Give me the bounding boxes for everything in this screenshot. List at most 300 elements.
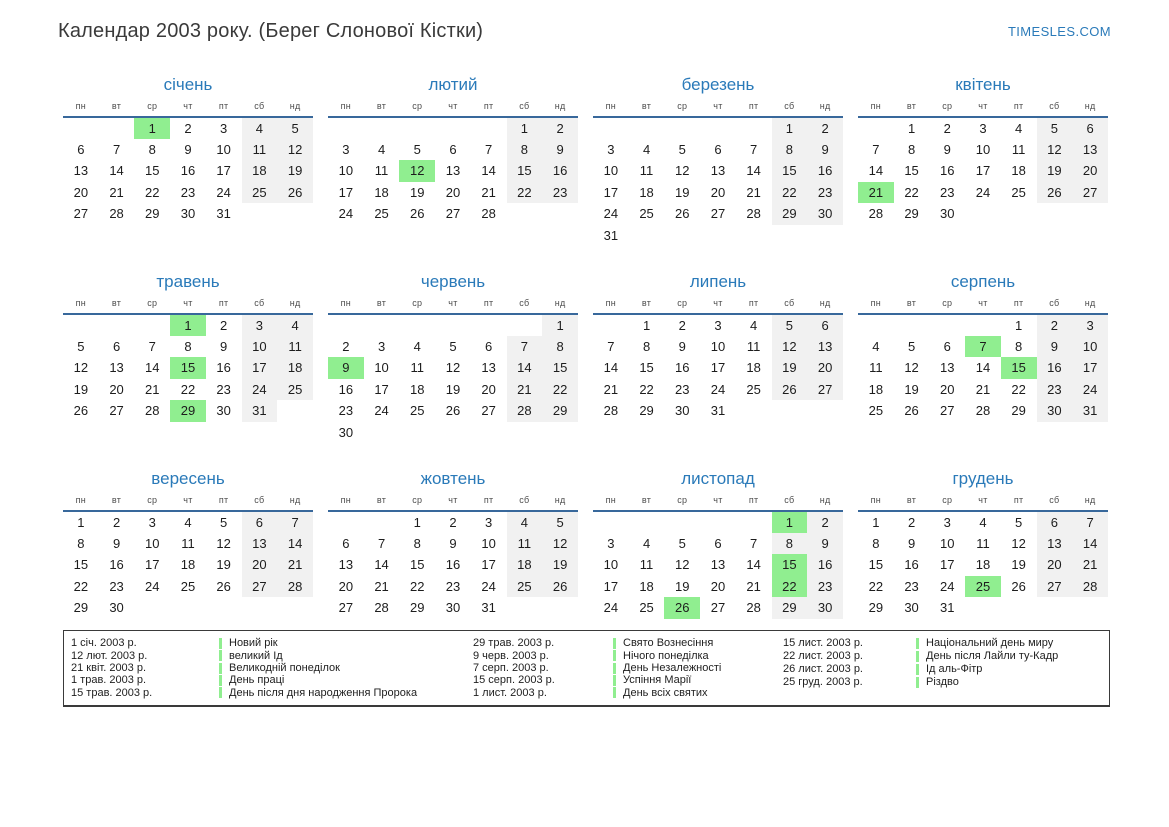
day-cell: 24 — [338, 206, 354, 222]
legend-date: 1 січ. 2003 р. — [71, 637, 137, 650]
day-cell: 10 — [710, 338, 726, 354]
day-cell: 1 — [507, 117, 543, 139]
day-cell: 16 — [445, 557, 461, 573]
weekday-label: пн — [63, 296, 99, 314]
day-cell: 28 — [277, 576, 313, 598]
weekday-label: пт — [1001, 493, 1037, 511]
weekday-label: нд — [1072, 99, 1108, 117]
month-table — [328, 493, 578, 619]
holiday-day-cell: 15 — [170, 357, 206, 379]
day-cell: 12 — [277, 139, 313, 161]
weekday-label: пн — [328, 99, 364, 117]
day-cell: 16 — [940, 163, 955, 179]
empty-cell — [664, 511, 700, 533]
day-cell: 3 — [607, 141, 615, 157]
day-cell: 16 — [180, 163, 196, 179]
legend-entry — [71, 687, 473, 699]
empty-cell — [364, 422, 400, 444]
week-row — [593, 511, 843, 533]
day-cell: 4 — [184, 514, 192, 530]
weekday-label: пн — [63, 493, 99, 511]
weekday-header-row — [328, 99, 578, 117]
day-cell: 2 — [342, 338, 350, 354]
day-cell: 28 — [868, 206, 884, 222]
holiday-legend — [63, 630, 1110, 707]
day-cell: 10 — [975, 141, 991, 157]
day-cell: 8 — [772, 139, 808, 161]
day-cell: 27 — [710, 206, 726, 222]
day-cell: 23 — [445, 578, 461, 594]
weekday-label: нд — [807, 99, 843, 117]
day-cell: 9 — [449, 535, 457, 551]
weekday-label: сб — [507, 493, 543, 511]
weekday-label: пн — [63, 99, 99, 117]
week-row — [63, 182, 313, 204]
day-cell: 8 — [1015, 338, 1023, 354]
week-row — [858, 379, 1108, 401]
weekday-label: чт — [170, 493, 206, 511]
legend-entry — [783, 663, 1105, 676]
weekday-label: пн — [328, 296, 364, 314]
holiday-day-cell: 22 — [772, 576, 808, 598]
day-cell: 6 — [485, 338, 493, 354]
holiday-day-cell: 29 — [170, 400, 206, 422]
day-cell: 10 — [1072, 336, 1108, 358]
legend-holiday-name: Різдво — [926, 676, 959, 689]
weekday-header-row — [63, 493, 313, 511]
day-cell: 19 — [1011, 557, 1026, 573]
day-cell: 18 — [975, 557, 991, 573]
weekday-label: вт — [629, 296, 665, 314]
day-cell: 23 — [675, 381, 690, 397]
weekday-label: пн — [328, 493, 364, 511]
day-cell: 16 — [542, 160, 578, 182]
day-cell: 9 — [112, 535, 121, 551]
day-cell: 23 — [338, 403, 354, 419]
day-cell: 3 — [714, 317, 722, 333]
day-cell: 26 — [1011, 578, 1026, 594]
day-cell: 27 — [940, 403, 955, 419]
day-cell: 5 — [1015, 514, 1023, 530]
empty-cell — [328, 511, 364, 533]
empty-cell — [700, 225, 736, 247]
day-cell: 15 — [868, 557, 884, 573]
day-cell: 10 — [338, 163, 354, 179]
day-cell: 24 — [603, 600, 619, 616]
weekday-label: пн — [858, 296, 894, 314]
day-cell: 19 — [410, 184, 425, 200]
month-body — [593, 511, 843, 619]
day-cell: 26 — [216, 578, 231, 594]
week-row — [593, 336, 843, 358]
day-cell: 25 — [507, 576, 543, 598]
weekday-label: нд — [1072, 493, 1108, 511]
day-cell: 18 — [639, 578, 654, 594]
day-cell: 11 — [639, 557, 654, 573]
day-cell: 14 — [481, 163, 496, 179]
day-cell: 5 — [449, 338, 457, 354]
month-body — [63, 314, 313, 422]
day-cell: 15 — [904, 163, 919, 179]
day-cell: 18 — [374, 184, 389, 200]
day-cell: 24 — [481, 578, 496, 594]
day-cell: 31 — [242, 400, 278, 422]
weekday-label: нд — [277, 296, 313, 314]
legend-holiday-name: Успіння Марії — [623, 674, 692, 687]
week-row — [328, 597, 578, 619]
day-cell: 16 — [807, 160, 843, 182]
empty-cell — [507, 422, 543, 444]
day-cell: 26 — [277, 182, 313, 204]
week-row — [593, 182, 843, 204]
empty-cell — [1072, 203, 1108, 225]
day-cell: 11 — [976, 535, 990, 551]
day-cell: 25 — [639, 206, 654, 222]
day-cell: 18 — [746, 360, 761, 376]
day-cell: 17 — [603, 184, 619, 200]
week-row — [328, 314, 578, 336]
day-cell: 21 — [481, 184, 496, 200]
day-cell: 21 — [277, 554, 313, 576]
empty-cell — [965, 203, 1001, 225]
month-title: вересень — [151, 469, 225, 488]
day-cell: 9 — [220, 338, 228, 354]
week-row — [328, 139, 578, 161]
legend-holiday-name: День праці — [229, 674, 285, 687]
empty-cell — [63, 117, 99, 139]
legend-date: 15 лист. 2003 р. — [783, 637, 863, 650]
day-cell: 12 — [1011, 535, 1026, 551]
day-cell: 24 — [975, 184, 991, 200]
day-cell: 30 — [807, 203, 843, 225]
day-cell: 24 — [145, 578, 160, 594]
day-cell: 26 — [542, 576, 578, 598]
day-cell: 8 — [872, 535, 880, 551]
weekday-label: ср — [399, 99, 435, 117]
day-cell: 12 — [675, 163, 690, 179]
month-title: лютий — [428, 75, 478, 94]
day-cell: 6 — [714, 535, 722, 551]
weekday-label: вт — [894, 493, 930, 511]
day-cell: 13 — [807, 336, 843, 358]
day-cell: 19 — [675, 184, 690, 200]
empty-cell — [364, 511, 400, 533]
weekday-header-row — [63, 296, 313, 314]
legend-column-1 — [71, 637, 473, 699]
day-cell: 23 — [807, 182, 843, 204]
day-cell: 8 — [148, 141, 156, 157]
weekday-label: ср — [929, 99, 965, 117]
weekday-label: сб — [1037, 493, 1073, 511]
day-cell: 14 — [603, 360, 619, 376]
day-cell: 14 — [277, 533, 313, 555]
day-cell: 17 — [216, 163, 231, 179]
weekday-header-row — [63, 296, 313, 314]
empty-cell — [63, 314, 99, 336]
legend-entry — [71, 649, 473, 661]
day-cell: 9 — [1037, 336, 1073, 358]
weekday-label: вт — [629, 99, 665, 117]
day-cell: 17 — [1072, 357, 1108, 379]
day-cell: 28 — [746, 600, 761, 616]
month-body — [63, 511, 313, 619]
day-cell: 21 — [975, 381, 991, 397]
day-cell: 18 — [507, 554, 543, 576]
day-cell: 3 — [979, 120, 987, 136]
weekday-header-row — [63, 99, 313, 117]
holiday-marker-icon — [916, 651, 919, 662]
weekday-label: чт — [170, 99, 206, 117]
day-cell: 28 — [603, 403, 619, 419]
weekday-header-row — [328, 296, 578, 314]
holiday-marker-icon — [916, 638, 919, 649]
weekday-label: чт — [700, 99, 736, 117]
legend-entry — [473, 687, 783, 699]
day-cell: 5 — [77, 338, 85, 354]
day-cell: 27 — [242, 576, 278, 598]
day-cell: 2 — [1037, 314, 1073, 336]
day-cell: 26 — [445, 403, 461, 419]
day-cell: 8 — [642, 338, 651, 354]
day-cell: 18 — [868, 381, 884, 397]
weekday-label: пт — [471, 99, 507, 117]
legend-holiday-name: День після Лайли ту-Кадр — [926, 650, 1059, 663]
day-cell: 15 — [145, 163, 160, 179]
day-cell: 31 — [216, 206, 231, 222]
day-cell: 7 — [750, 141, 758, 157]
day-cell: 26 — [410, 206, 425, 222]
day-cell: 24 — [1072, 379, 1108, 401]
day-cell: 31 — [603, 227, 619, 243]
empty-cell — [894, 314, 930, 336]
legend-holiday-name: Нічого понеділка — [623, 649, 709, 662]
day-cell: 21 — [145, 381, 160, 397]
month-table — [63, 99, 313, 225]
day-cell: 27 — [1037, 576, 1073, 598]
day-cell: 4 — [642, 141, 651, 157]
week-row — [63, 117, 313, 139]
week-row — [328, 511, 578, 533]
empty-cell — [134, 597, 170, 619]
empty-cell — [364, 314, 400, 336]
month-6 — [328, 271, 578, 454]
day-cell: 14 — [507, 357, 543, 379]
day-cell: 31 — [710, 403, 726, 419]
day-cell: 24 — [603, 206, 619, 222]
day-cell: 28 — [481, 206, 496, 222]
weekday-label: пн — [858, 99, 894, 117]
weekday-label: пт — [206, 296, 242, 314]
day-cell: 7 — [148, 338, 156, 354]
legend-date: 22 лист. 2003 р. — [783, 650, 863, 663]
day-cell: 10 — [216, 141, 231, 157]
day-cell: 16 — [904, 557, 919, 573]
empty-cell — [807, 400, 843, 422]
empty-cell — [399, 422, 435, 444]
day-cell: 12 — [73, 360, 89, 376]
day-cell: 2 — [449, 514, 457, 530]
day-cell: 8 — [77, 535, 85, 551]
day-cell: 19 — [1037, 160, 1073, 182]
empty-cell — [399, 117, 435, 139]
weekday-label: пн — [593, 493, 629, 511]
day-cell: 19 — [904, 381, 919, 397]
legend-holiday-name: Великодній понеділок — [229, 662, 340, 675]
week-row — [328, 576, 578, 598]
week-row — [593, 400, 843, 422]
week-row — [858, 314, 1108, 336]
holiday-day-cell: 1 — [170, 314, 206, 336]
day-cell: 28 — [507, 400, 543, 422]
empty-cell — [507, 203, 543, 225]
site-link[interactable]: TIMESLES.COM — [1007, 24, 1111, 39]
legend-holiday-name: Новий рік — [229, 637, 278, 650]
weekday-label: сб — [507, 296, 543, 314]
legend-holiday-name: День всіх святих — [623, 686, 708, 699]
day-cell: 10 — [603, 163, 619, 179]
weekday-label: пт — [736, 493, 772, 511]
day-cell: 23 — [807, 576, 843, 598]
month-table — [63, 493, 313, 619]
day-cell: 18 — [242, 160, 278, 182]
legend-date: 26 лист. 2003 р. — [783, 663, 863, 676]
day-cell: 30 — [180, 206, 196, 222]
legend-holiday-name: День Незалежності — [623, 662, 722, 675]
day-cell: 7 — [750, 535, 758, 551]
day-cell: 20 — [338, 578, 354, 594]
day-cell: 11 — [242, 139, 278, 161]
day-cell: 29 — [772, 203, 808, 225]
day-cell: 9 — [678, 338, 686, 354]
empty-cell — [206, 597, 242, 619]
day-cell: 4 — [750, 317, 758, 333]
day-cell: 5 — [678, 141, 686, 157]
holiday-marker-icon — [219, 663, 222, 674]
weekday-header-row — [858, 296, 1108, 314]
week-row — [328, 203, 578, 225]
empty-cell — [1001, 597, 1037, 619]
day-cell: 3 — [607, 535, 615, 551]
day-cell: 27 — [481, 403, 496, 419]
day-cell: 31 — [940, 600, 955, 616]
day-cell: 10 — [940, 535, 955, 551]
weekday-header-row — [593, 296, 843, 314]
weekday-label: ср — [134, 493, 170, 511]
day-cell: 6 — [77, 141, 85, 157]
legend-date: 9 черв. 2003 р. — [473, 649, 549, 662]
empty-cell — [471, 314, 507, 336]
day-cell: 20 — [242, 554, 278, 576]
weekday-label: вт — [99, 296, 135, 314]
month-title: січень — [163, 75, 213, 94]
day-cell: 17 — [338, 184, 354, 200]
holiday-day-cell: 12 — [399, 160, 435, 182]
day-cell: 4 — [413, 338, 421, 354]
weekday-label: пт — [206, 99, 242, 117]
day-cell: 28 — [374, 600, 389, 616]
day-cell: 12 — [216, 535, 231, 551]
day-cell: 2 — [678, 317, 686, 333]
weekday-label: нд — [542, 296, 578, 314]
day-cell: 4 — [642, 535, 651, 551]
day-cell: 15 — [542, 357, 578, 379]
week-row — [593, 379, 843, 401]
month-title: серпень — [950, 272, 1016, 291]
day-cell: 18 — [277, 357, 313, 379]
week-row — [593, 225, 843, 247]
day-cell: 2 — [112, 514, 121, 530]
month-title: листопад — [681, 469, 755, 488]
day-cell: 3 — [377, 338, 386, 354]
month-7 — [593, 271, 843, 454]
month-title: липень — [689, 272, 747, 291]
week-row — [858, 357, 1108, 379]
day-cell: 20 — [710, 578, 726, 594]
week-row — [328, 422, 578, 444]
day-cell: 13 — [481, 360, 496, 376]
day-cell: 22 — [772, 182, 808, 204]
legend-date: 25 груд. 2003 р. — [783, 676, 863, 689]
day-cell: 26 — [1037, 182, 1073, 204]
week-row — [63, 379, 313, 401]
month-table — [593, 99, 843, 246]
day-cell: 14 — [374, 557, 389, 573]
legend-date: 15 трав. 2003 р. — [71, 686, 153, 699]
weekday-label: чт — [435, 493, 471, 511]
legend-holiday-name: Свято Вознесіння — [623, 637, 714, 650]
day-cell: 28 — [1072, 576, 1108, 598]
day-cell: 15 — [73, 557, 89, 573]
legend-holiday-name: великий Ід — [229, 649, 283, 662]
day-cell: 1 — [772, 117, 808, 139]
day-cell: 12 — [904, 360, 919, 376]
holiday-day-cell: 7 — [965, 336, 1001, 358]
day-cell: 27 — [445, 206, 461, 222]
empty-cell — [242, 203, 278, 225]
weekday-label: нд — [807, 493, 843, 511]
day-cell: 9 — [542, 139, 578, 161]
day-cell: 20 — [807, 357, 843, 379]
empty-cell — [664, 117, 700, 139]
holiday-day-cell: 21 — [858, 182, 894, 204]
week-row — [328, 182, 578, 204]
day-cell: 17 — [940, 557, 955, 573]
weekday-label: нд — [277, 493, 313, 511]
weekday-label: вт — [99, 493, 135, 511]
day-cell: 7 — [112, 141, 121, 157]
empty-cell — [99, 117, 135, 139]
month-1 — [63, 74, 313, 257]
day-cell: 10 — [374, 360, 389, 376]
week-row — [593, 160, 843, 182]
weekday-label: сб — [1037, 99, 1073, 117]
week-row — [593, 139, 843, 161]
day-cell: 3 — [242, 314, 278, 336]
legend-column-2 — [473, 637, 783, 699]
weekday-label: чт — [965, 493, 1001, 511]
legend-date: 7 серп. 2003 р. — [473, 662, 549, 675]
day-cell: 13 — [710, 557, 726, 573]
month-body — [858, 117, 1108, 225]
week-row — [593, 203, 843, 225]
day-cell: 13 — [73, 163, 89, 179]
empty-cell — [364, 117, 400, 139]
day-cell: 21 — [1072, 554, 1108, 576]
day-cell: 26 — [73, 403, 89, 419]
day-cell: 30 — [807, 597, 843, 619]
weekday-label: сб — [507, 99, 543, 117]
empty-cell — [507, 314, 543, 336]
